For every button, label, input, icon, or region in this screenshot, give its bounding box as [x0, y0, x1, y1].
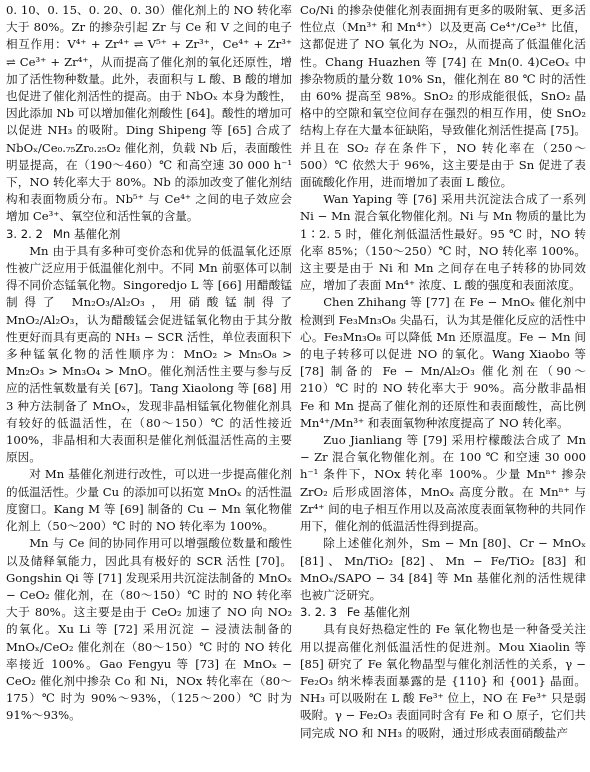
section-number: 3. 2. 3	[300, 605, 337, 620]
paragraph-mn-ce-synergy: Mn 与 Ce 间的协同作用可以增强酸位数量和酸性以及储释氧能力，因此具有极好的 SCR 活性 [70]。Gongshin Qi 等 [71] 发现采用共沉淀法制备的 MnOₓ − CeO₂ 催化剂，在（80～150）℃ 时的 NO 转化率大于 80%。这主要是由于 CeO₂ 加速了 NO 向 NO₂ 的氧化。Xu Li 等 [72] 采用沉淀 − 浸渍法制备的 MnOₓ/CeO₂ 催化剂在（80～150）℃ 时的 NO 转化率接近 100%。Gao Fengyu 等 [73] 在 MnOₓ − CeO₂ 催化剂中掺杂 Co 和 Ni，NOx 转化率在（80～175）℃ 时为 90%～93%，（125～200）℃ 时为 91%～93%。	[6, 536, 292, 723]
paragraph-fe-mn-spinel: Chen Zhihang 等 [77] 在 Fe − MnOₓ 催化剂中检测到 Fe₃Mn₃O₈ 尖晶石，认为其是催化反应的活性中心。Fe₃Mn₃O₈ 可以降低 Mn 还原温度。Fe − Mn 间的电子转移可以促进 NO 的氧化。Wang Xiaobo 等 [78] 制备的 Fe − Mn/Al₂O₃ 催化剂在（90～210）℃ 时的 NO 转化率大于 90%。高分散非晶相 Fe 和 Mn 提高了催化剂的还原性和表面酸性，高比例 Mn⁴⁺/Mn³⁺ 和表面氧物种浓度提高了 NO 转化率。	[300, 295, 586, 430]
paragraph-other-mn-catalysts: 除上述催化剂外，Sm − Mn [80]、Cr − MnOₓ [81]、Mn/TiO₂ [82]、Mn − Fe/TiO₂ [83] 和 MnOₓ/SAPO − 34 [84] 等 Mn 基催化剂的活性规律也被广泛研究。	[300, 536, 586, 602]
paragraph-mn-precursors: Mn 由于具有多种可变价态和优异的低温氧化还原性被广泛应用于低温催化剂中。不同 Mn 前驱体可以制得不同价态锰氧化物。Singoredjo L 等 [66] 用醋酸锰制得了 Mn₂O₃/Al₂O₃，用硝酸锰制得了 MnO₂/Al₂O₃，认为醋酸锰会促进锰氧化物由于其分散性更好而具有更高的 NH₃ − SCR 活性，单位表面积下多种锰氧化物的活性顺序为：MnO₂ > Mn₅O₈ > Mn₂O₃ > Mn₃O₄ > MnO。催化剂活性主要与参与反应的活性氧数量有关 [67]。Tang Xiaolong 等 [68] 用 3 种方法制备了 MnOₓ，发现非晶相锰氧化物催化剂具有较好的低温活性，在（80～150）℃ 的活性接近 100%，非晶相和大表面积是催化剂低温活性高的主要原因。	[6, 243, 292, 465]
paragraph-ni-mn-oxides: Wan Yaping 等 [76] 采用共沉淀法合成了一系列 Ni − Mn 混合氧化物催化剂。Ni 与 Mn 物质的量比为 1∶2. 5 时，催化剂低温活性最好。95 ℃ 时，NO 转化率 85%；（150～250）℃ 时，NO 转化率 100%。这主要是由于 Ni 和 Mn 之间存在电子转移的协同效应，增加了表面 Mn⁴⁺ 浓度、L 酸的强度和表面浓度。	[300, 192, 586, 293]
paragraph-zr-nb-doping: 0. 10、0. 15、0. 20、0. 30）催化剂上的 NO 转化率大于 80%。Zr 的掺杂引起 Zr 与 Ce 和 V 之间的电子相互作用：V⁴⁺ + Zr⁴⁺ ⇌ V⁵⁺ + Zr³⁺，Ce⁴⁺ + Zr³⁺ ⇌ Ce³⁺ + Zr⁴⁺，从而提高了催化剂的氧化还原性，增加了活性物种数量。此外，表面积与 L 酸、B 酸的增加也促进了催化剂活性的提高。由于 NbOₓ 本身为酸性，因此添加 Nb 可以增加催化剂酸性 [64]。酸性的增加可以促进 NH₃ 的吸附。Ding Shipeng 等 [65] 合成了 NbOₓ/Ce₀.₇₅Zr₀.₂₅O₂ 催化剂，负载 Nb 后，表面酸性明显提高，在（190～460）℃ 和高空速 30 000 h⁻¹ 下，NO 转化率大于 80%。Nb 的添加改变了催化剂结构和表面物质分布。Nb⁵⁺ 与 Ce⁴⁺ 之间的电子效应会增加 Ce³⁺、氧空位和活性氧的含量。	[6, 3, 292, 224]
two-column-body	[6, 2, 586, 742]
section-title: Mn 基催化剂	[52, 226, 121, 241]
paragraph-fe-based-catalysts: 具有良好热稳定性的 Fe 氧化物也是一种备受关注用以提高催化剂低温活性的促进剂。Mou Xiaolin 等 [85] 研究了 Fe 氧化物晶型与催化剂活性的关系，γ − Fe₂O₃ 纳米棒表面暴露的是 {110} 和 {001} 晶面。NH₃ 可以吸附在 L 酸 Fe³⁺ 位上，NO 在 Fe³⁺ 只是弱吸附。γ − Fe₂O₃ 表面同时含有 Fe 和 O 原子，它们共同完成 NO 和 NH₃ 的吸附，通过形成表面硝酸盐产	[300, 622, 586, 740]
paragraph-mn-zr-oxides: Zuo Jianliang 等 [79] 采用柠檬酸法合成了 Mn − Zr 混合氧化物催化剂。在 100 ℃ 和空速 30 000 h⁻¹ 条件下，NOx 转化率 100%。少量 Mnⁿ⁺ 掺杂 ZrO₂ 后形成固溶体，MnOₓ 高度分散。在 Mnⁿ⁺ 与 Zr⁴⁺ 间的电子相互作用以及高浓度表面氧物种的共同作用下，催化剂的低温活性得到提高。	[300, 433, 586, 534]
section-heading-3-2-2	[6, 226, 292, 243]
right-column	[300, 2, 586, 742]
paragraph-co-ni-sn-doping: Co/Ni 的掺杂使催化剂表面拥有更多的吸附氧、更多活性位点（Mn³⁺ 和 Mn⁴⁺）以及更高 Ce⁴⁺/Ce³⁺ 比值，这都促进了 NO 氧化为 NO₂，从而提高了低温催化活性。Chang Huazhen 等 [74] 在 Mn(0. 4)CeOₓ 中掺杂物质的量分数 10% Sn，催化剂在 80 ℃ 时的活性由 60% 提高至 98%。SnO₂ 的形成能很低，SnO₂ 晶格中的空隙和氧空位间存在强烈的相互作用，使 SnO₂ 结构上存在大量本征缺陷，导致催化剂活性提高 [75]。并且在 SO₂ 存在条件下，NO 转化率在（250～500）℃ 依然大于 96%，这主要是由于 Sn 促进了表面硫酸化作用，进而增加了表面 L 酸位。	[300, 3, 586, 190]
section-heading-3-2-3	[300, 604, 586, 621]
paragraph-mn-cu-modification: 对 Mn 基催化剂进行改性，可以进一步提高催化剂的低温活性。少量 Cu 的添加可以拓宽 MnOₓ 的活性温度窗口。Kang M 等 [69] 制备的 Cu − Mn 氧化物催化剂上（50～200）℃ 时的 NO 转化率为 100%。	[6, 467, 292, 534]
section-number: 3. 2. 2	[6, 226, 43, 241]
left-column	[6, 2, 292, 742]
section-title: Fe 基催化剂	[346, 605, 411, 620]
